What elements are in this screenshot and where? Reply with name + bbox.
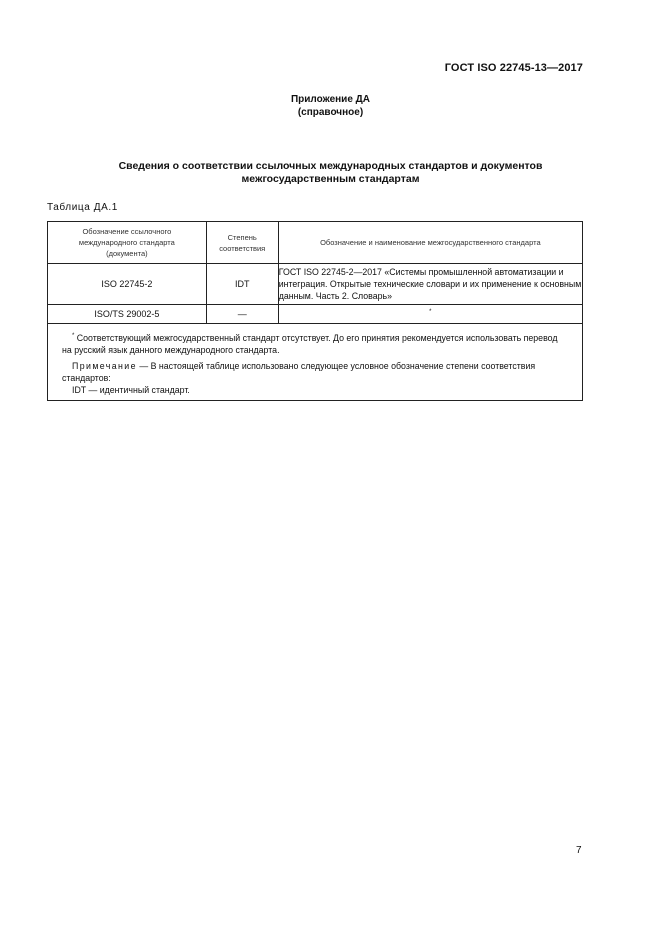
- table-row: [48, 264, 583, 305]
- header-col3-text: Обозначение и наименование межгосударственного стандарта: [320, 238, 541, 247]
- footnote-marker: *: [429, 309, 432, 315]
- cell-reference: ISO/TS 29002-5: [48, 305, 207, 324]
- section-title-line2: межгосударственным стандартам: [241, 173, 420, 185]
- note-label: Примечание: [72, 360, 137, 371]
- header-col1-text: Обозначение ссылочного международного стандарта (документа): [78, 227, 175, 258]
- appendix-title: Приложение ДА: [290, 94, 371, 105]
- footnote-mark: *: [72, 333, 75, 339]
- table-row: [48, 305, 583, 324]
- correspondence-table: [47, 221, 583, 401]
- header-col2-text: Степень соответствия: [219, 232, 266, 253]
- footnote-text: Соответствующий межгосударственный стандарт отсутствует. До его принятия рекомендуется использовать перевод на русский язык данного международного стандарта.: [62, 332, 558, 355]
- appendix-heading: [0, 93, 661, 119]
- table-header-row: [48, 222, 583, 264]
- header-reference-standard: [48, 222, 207, 264]
- table-caption: Таблица ДА.1: [47, 202, 118, 213]
- cell-standard: ГОСТ ISO 22745-2—2017 «Системы промышленной автоматизации и интеграция. Открытые технические словари и их применение к основным данным. Часть 2. Словарь»: [278, 264, 582, 305]
- cell-degree: IDT: [206, 264, 278, 305]
- cell-standard: [278, 305, 582, 324]
- note: [62, 360, 568, 384]
- section-title: [40, 160, 621, 186]
- page-number: 7: [576, 845, 582, 856]
- cell-degree: —: [206, 305, 278, 324]
- standard-code-header: ГОСТ ISO 22745-13—2017: [444, 62, 583, 74]
- note-idt-line: IDT — идентичный стандарт.: [72, 384, 190, 395]
- section-title-line1: Сведения о соответствии ссылочных международных стандартов и документов: [118, 160, 543, 172]
- note-dash: —: [136, 360, 151, 371]
- note-text: В настоящей таблице использовано следующее условное обозначение степени соответствия стандартов:: [62, 360, 536, 383]
- table-footer: [48, 324, 583, 401]
- table-footer-row: [48, 324, 583, 401]
- footnote: [62, 330, 568, 356]
- appendix-subtitle: (справочное): [297, 107, 364, 118]
- header-interstate-standard: [278, 222, 582, 264]
- header-degree: [206, 222, 278, 264]
- cell-reference: ISO 22745-2: [48, 264, 207, 305]
